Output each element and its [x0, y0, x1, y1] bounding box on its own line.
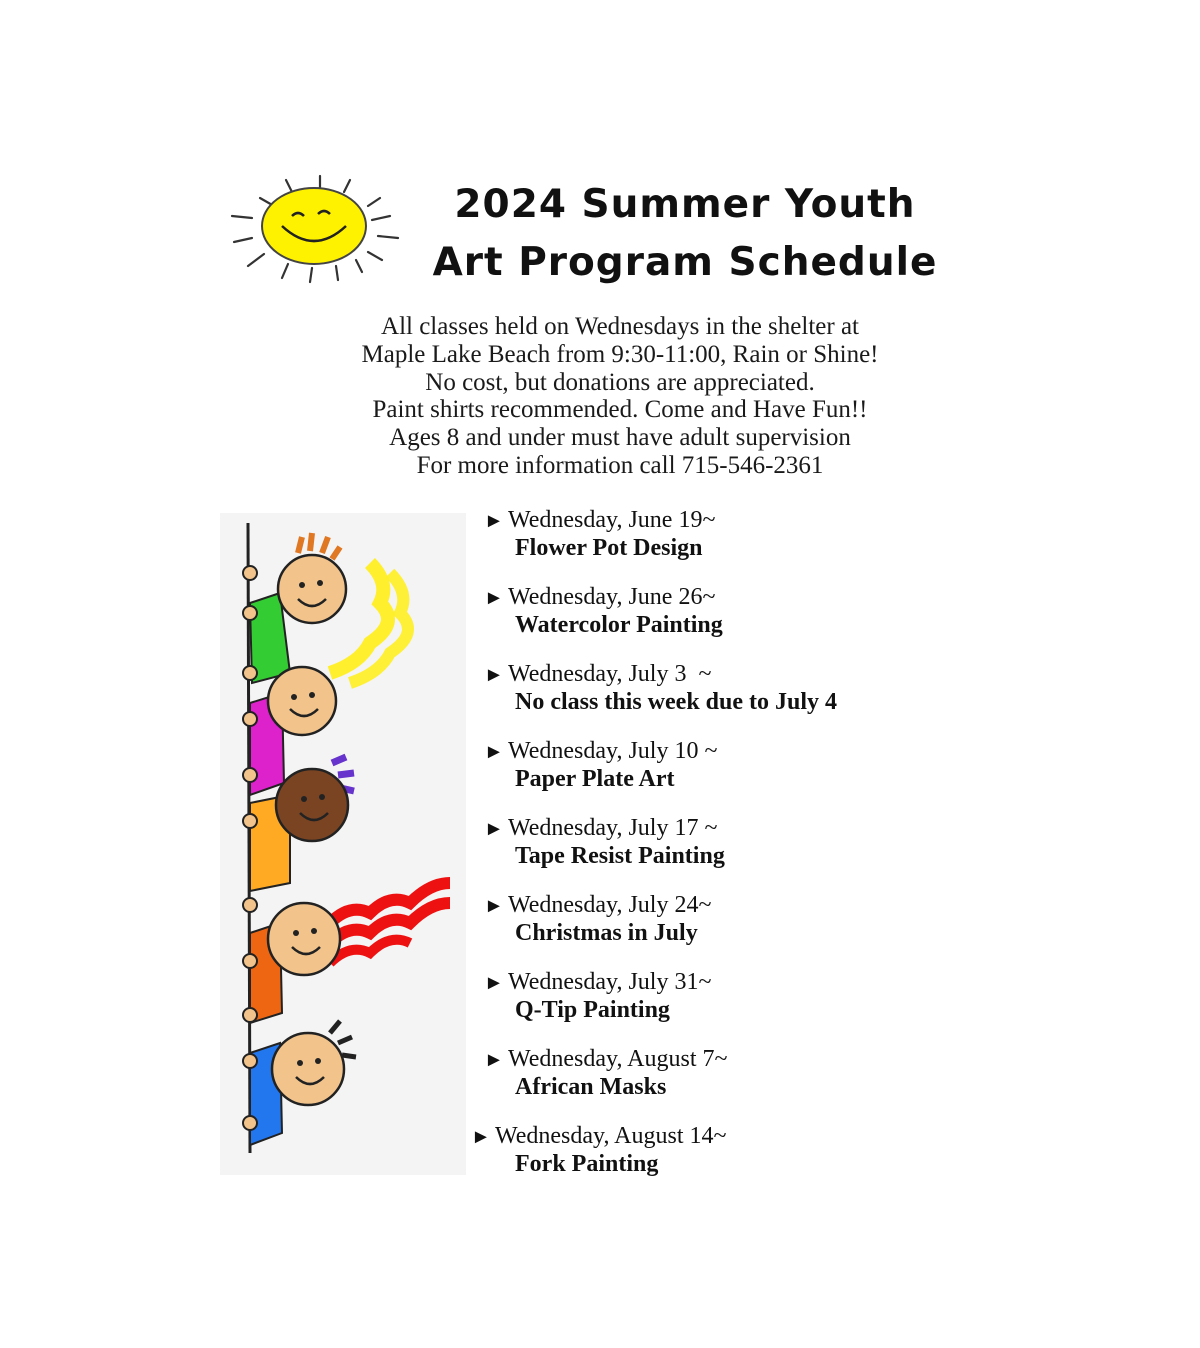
info-line: Maple Lake Beach from 9:30-11:00, Rain or Shine! — [361, 340, 879, 368]
date-text: Wednesday, July 10 ~ — [508, 738, 718, 764]
schedule-activity: Q-Tip Painting — [515, 997, 670, 1023]
date-text: Wednesday, August 14~ — [495, 1123, 727, 1149]
right-triangle-icon: ► — [471, 1126, 491, 1148]
schedule-date — [478, 814, 998, 843]
right-triangle-icon: ► — [484, 587, 504, 609]
right-triangle-icon: ► — [484, 972, 504, 994]
schedule-activity: Christmas in July — [515, 920, 698, 946]
list-item — [478, 1045, 998, 1122]
list-item — [478, 506, 998, 583]
date-text: Wednesday, June 26~ — [508, 584, 716, 610]
peeking-kids-illustration — [220, 513, 466, 1175]
title-line-1: 2024 Summer Youth — [454, 182, 916, 227]
right-triangle-icon: ► — [484, 895, 504, 917]
date-text: Wednesday, July 17 ~ — [508, 815, 718, 841]
title-line-2: Art Program Schedule — [432, 240, 938, 285]
list-item — [478, 737, 998, 814]
schedule-activity: Fork Painting — [515, 1151, 659, 1177]
schedule-activity: Tape Resist Painting — [515, 843, 725, 869]
date-text: Wednesday, July 31~ — [508, 969, 712, 995]
list-item — [478, 583, 998, 660]
schedule-activity: No class this week due to July 4 — [515, 689, 838, 715]
schedule-date — [478, 660, 998, 689]
right-triangle-icon: ► — [484, 1049, 504, 1071]
list-item — [478, 968, 998, 1045]
program-info — [240, 313, 1000, 480]
smiling-sun-icon — [222, 168, 408, 286]
info-line: Paint shirts recommended. Come and Have Fun!! — [372, 396, 868, 424]
schedule-date — [471, 1122, 998, 1151]
info-line: All classes held on Wednesdays in the shelter at — [381, 313, 859, 340]
date-text: Wednesday, July 24~ — [508, 892, 712, 918]
schedule-date — [478, 968, 998, 997]
schedule-date — [478, 1045, 998, 1074]
schedule-date — [478, 737, 998, 766]
list-item — [478, 814, 998, 891]
schedule-list — [471, 506, 998, 1199]
schedule-activity: Paper Plate Art — [515, 766, 675, 792]
right-triangle-icon: ► — [484, 818, 504, 840]
info-line: No cost, but donations are appreciated. — [425, 368, 815, 396]
info-line: For more information call 715-546-2361 — [416, 451, 824, 479]
date-text: Wednesday, August 7~ — [508, 1046, 728, 1072]
schedule-activity: Flower Pot Design — [515, 535, 703, 561]
list-item — [478, 891, 998, 968]
schedule-activity: Watercolor Painting — [515, 612, 723, 638]
schedule-activity: African Masks — [515, 1074, 667, 1100]
page-title — [420, 176, 950, 292]
date-text: Wednesday, June 19~ — [508, 507, 716, 533]
right-triangle-icon: ► — [484, 664, 504, 686]
right-triangle-icon: ► — [484, 510, 504, 532]
schedule-date — [478, 583, 998, 612]
list-item — [478, 660, 998, 737]
schedule-date — [478, 506, 998, 535]
date-text: Wednesday, July 3 ~ — [508, 661, 712, 687]
right-triangle-icon: ► — [484, 741, 504, 763]
info-line: Ages 8 and under must have adult supervision — [389, 424, 851, 452]
list-item — [471, 1122, 998, 1199]
schedule-date — [478, 891, 998, 920]
